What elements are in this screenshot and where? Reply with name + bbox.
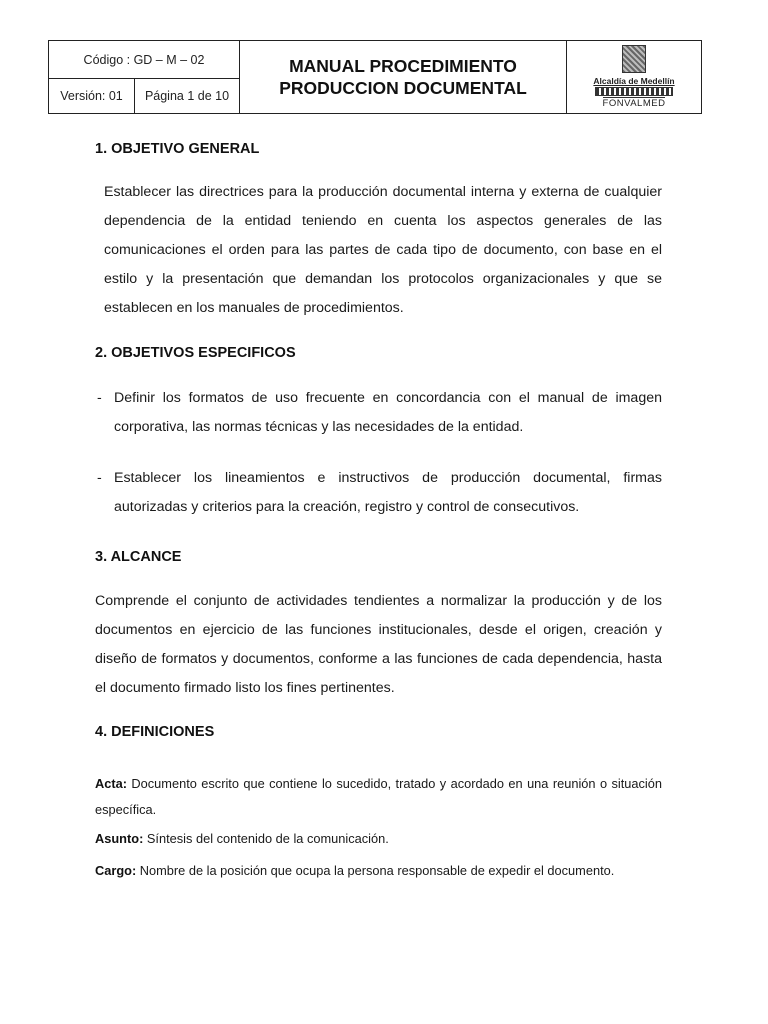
definition-item [95,858,662,884]
definition-term: Acta: [95,776,127,791]
definition-item [95,826,662,852]
logo-fonvalmed-text: FONVALMED [602,98,666,109]
section-2-heading: 2. OBJETIVOS ESPECIFICOS [95,345,296,361]
section-1-heading: 1. OBJETIVO GENERAL [95,141,260,157]
list-item-text: Establecer los lineamientos e instructivos de producción documental, firmas autorizadas y criterios para la creación, registro y control de consecutivos. [114,470,662,515]
definition-text: Síntesis del contenido de la comunicación. [143,831,389,846]
coat-of-arms-icon [622,45,646,73]
document-title [240,41,567,113]
section-3-heading: 3. ALCANCE [95,549,182,565]
logo-banner-icon [595,87,673,96]
document-code: Código : GD – M – 02 [49,41,240,79]
organization-logo [567,41,701,113]
bullet-dash: - [97,390,102,406]
section-1-paragraph: Establecer las directrices para la producción documental interna y externa de cualquier dependencia de la entidad teniendo en cuenta los aspectos generales de las comunicaciones el orden para las partes de cada tipo de documento, con base en el estilo y la presentación que demandan los protocolos organizacionales y que se establecen en los manuales de procedimientos. [104,184,662,316]
list-item-text: Definir los formatos de uso frecuente en concordancia con el manual de imagen corporativa, las normas técnicas y las necesidades de la entidad. [114,390,662,435]
definition-term: Asunto: [95,831,144,846]
section-3-paragraph: Comprende el conjunto de actividades tendientes a normalizar la producción y de los documentos en ejercicio de las funciones institucionales, desde el origen, creación y diseño de formatos y documentos, conforme a las funciones de cada dependencia, hasta el documento firmado listo los fines pertinentes. [95,593,662,696]
definition-item [95,771,662,823]
document-header-table [48,40,702,114]
title-line-2: PRODUCCION DOCUMENTAL [279,78,527,98]
page-number: Página 1 de 10 [135,79,240,113]
bullet-dash: - [97,470,102,486]
definition-term: Cargo: [95,863,137,878]
document-version: Versión: 01 [49,79,135,113]
title-line-1: MANUAL PROCEDIMIENTO [289,56,517,76]
logo-alcaldia-text: Alcaldía de Medellín [593,76,675,86]
section-4-heading: 4. DEFINICIONES [95,724,215,740]
definition-text: Documento escrito que contiene lo sucedido, tratado y acordado en una reunión o situación específica. [95,776,662,817]
definition-text: Nombre de la posición que ocupa la persona responsable de expedir el documento. [136,863,615,878]
